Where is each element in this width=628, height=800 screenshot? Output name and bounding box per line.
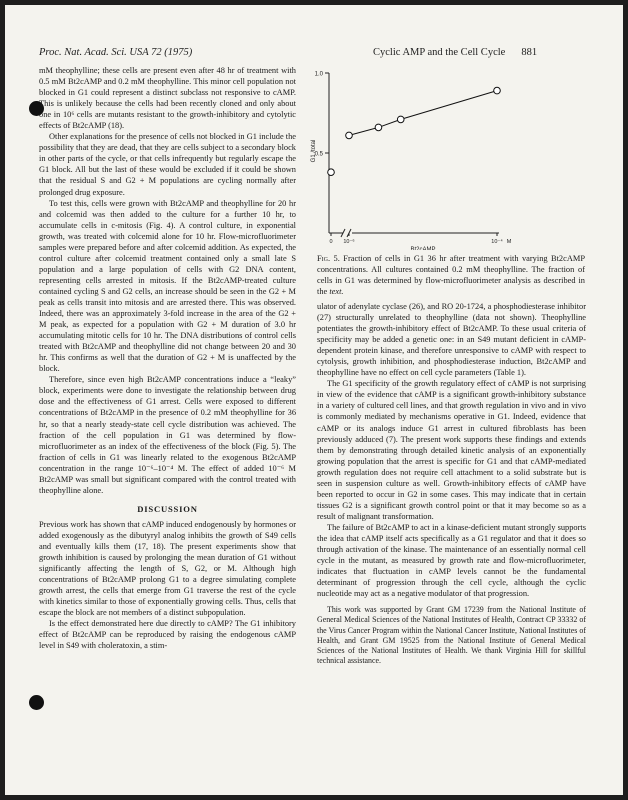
journal-citation: Proc. Nat. Acad. Sci. USA 72 (1975) [39, 47, 193, 58]
figure-caption-text: Fraction of cells in G1 36 hr after treatment with varying Bt2cAMP concentrations. All cultures contained 0.2 mM theophylline. The fraction of cells in G1 was determined by flow-microfluorimeter analysis as described in the [317, 254, 585, 296]
paragraph: Is the effect demonstrated here due directly to cAMP? The G1 inhibitory effect of Bt2cAMP can be reproduced by raising the endogenous cAMP level in S49 with choleratoxin, a stim- [39, 619, 296, 651]
paragraph: Other explanations for the presence of cells not blocked in G1 include the possibility that they are dead, that they are cells subject to a secondary block in other parts of the cycle, or that cells infrequently but regularly escape the G1 block. All but the last of these would be excluded if it could be shown that the residual S and G2 + M populations are cycling normally after prolonged drug exposure. [39, 132, 296, 197]
x-tick-label: 0 [329, 239, 333, 245]
paragraph: ulator of adenylate cyclase (26), and RO 20-1724, a phosphodiesterase inhibitor (27) structurally unrelated to theophylline (data not shown). Theophylline potentiates the growth-inhibitory effect of Bt2cAMP. To these usual criteria of specificity may be added a genetic one: in an S49 mutant deficient in cAMP-dependent protein kinase, and therefore unresponsive to cAMP with respect to cytolysis, growth inhibition, and phosphodiesterase induction, Bt2cAMP and theophylline have no effect on cell cycle parameters (Table 1). [317, 302, 586, 378]
data-point [397, 116, 404, 123]
journal-page [5, 5, 623, 795]
discussion-heading: DISCUSSION [137, 503, 198, 514]
running-title: Cyclic AMP and the Cell Cycle [373, 47, 506, 58]
paragraph: The G1 specificity of the growth regulatory effect of cAMP is not surprising in view of the evidence that cAMP is a significant growth-inhibitory substance in a variety of cultured cell lines, and that growth regulation in vivo and in vivo is commonly mediated by mechanisms operative in G1. Indeed, evidence that cAMP or its analogs induce G1 arrest in cultured fibroblasts has been previously adduced (7). The present work supports these findings and extends them by demonstrating through detailed kinetic analysis of an exponentially growing population that the arrest is specific for G1 and that cAMP-mediated growth regulation does not require cell attachment to a solid substrate but is seen in suspension culture as well. Growth-inhibitory effects of cAMP have been reported to occur in G2 in some cases. This may indicate that in certain tissues G2 is a significant growth control point or that it may become so as a result of malignant transformation. [317, 379, 586, 521]
chart-axes [311, 72, 512, 251]
y-tick-label: 1.0 [314, 71, 323, 78]
paragraph: To test this, cells were grown with Bt2cAMP and theophylline for 20 hr and colcemid was then added to the culture for a further 10 hr, to accumulate cells in c-mitosis (Fig. 4). A control culture, in exponential growth, was treated with colcemid alone for 10 hr. Flow-microfluorimeter samples were prepared before and after colcemid addition. As expected, the control culture after colcemid treatment contained only a small late S population and a large population of cells with G2 DNA content, representing cells arrested in mitosis. If the Bt2cAMP-treated culture contained cycling S and G2 cells, an increase should be seen in the G2 + M peak as cells transit into mitosis and are arrested there. This was observed. Indeed, there was an approximately 3-fold increase in the area of the G2 + M peak, as expected for a population with G2 + M duration of 3.0 hr accumulating mitotic cells for 10 hr. The DNA distributions of control cells treated with Bt2cAMP and theophylline did not change between 20 and 30 hr. This confirms as well that the duration of G2 + M is unaffected by the block. [39, 198, 296, 374]
acknowledgment: This work was supported by Grant GM 17239 from the National Institute of General Medical Sciences of the National Institutes of Health, Contract CP 33332 of the Virus Cancer Program within the National Cancer Institute, National Institutes of Health, and Grant GM 19525 from the National Institute of General Medical Sciences of the National Institutes of Health. We thank Virginia Hill for skillful technical assistance. [317, 605, 586, 666]
x-tick-label: 10⁻⁴ [491, 239, 503, 245]
left-column [39, 65, 296, 651]
y-axis-label: G1 /total [311, 139, 317, 163]
data-point [346, 132, 353, 139]
right-column [317, 301, 586, 666]
y-tick-label: 0.5 [314, 151, 323, 158]
figure-5-chart [307, 65, 607, 250]
figure-label: Fig. 5. [317, 254, 340, 263]
x-axis-label: Bt2cAMP [410, 247, 436, 250]
control-point [328, 169, 335, 176]
chart-marks [328, 87, 501, 175]
x-tick-label: 10⁻⁶ [343, 239, 355, 245]
page-number: 881 [521, 47, 538, 58]
figure-caption-text-italic: text. [329, 287, 344, 296]
x-unit-label: M [506, 239, 512, 245]
data-point [375, 124, 382, 131]
paragraph: Previous work has shown that cAMP induced endogenously by hormones or added exogenously as the dibutyryl analog inhibits the growth of S49 cells and eventually kills them (17, 18). The present experiments show that growth inhibition is caused by prolonging the mean duration of G1 without significantly affecting the length of S, G2, or M. Although high concentrations of Bt2cAMP prolong G1 to a degree simulating complete growth arrest, the cells that emerge from G1 traverse the rest of the cycle with kinetics similar to those of exponentially growing cells. Thus, cells that escape the block are not members of a distinct subpopulation. [39, 519, 296, 618]
paragraph: The failure of Bt2cAMP to act in a kinase-deficient mutant strongly supports the idea that cAMP itself acts specifically as a G1 regulator and that it does so through activation of the kinase. The maintenance of an essentially normal cell cycle in the mutant, as measured by growth rate and flow-microfluorimeter, indicates that fluctuation in cAMP levels cannot be the fundamental determinant of progression through the cell cycle, although the cyclic nucleotide may act as a negative modulator of that progression. [317, 522, 586, 599]
paragraph: Therefore, since even high Bt2cAMP concentrations induce a “leaky” block, experiments were done to investigate the relationship between drug dose and the effectiveness of G1 arrest. Cells were exposed to different concentrations of Bt2cAMP in the presence of 0.2 mM theophylline for 36 hr, so that a nearly steady-state cell cycle distribution was achieved. The fraction of the cell population in G1 was determined by flow-microfluorimeter as an index of the effectiveness of the block (Fig. 5). The fraction of cells in G1 was linearly related to the exogenous Bt2cAMP concentration in the range 10⁻⁶–10⁻⁴ M. The effect of added 10⁻⁶ M Bt2cAMP was small but significant compared with the control treated with theophylline alone. [39, 375, 296, 495]
binder-hole-bottom [29, 695, 44, 710]
series-line [349, 91, 497, 136]
paragraph: mM theophylline; these cells are present even after 48 hr of treatment with 0.5 mM Bt2cAMP and 0.2 mM theophylline. This minor cell population not blocked in G1 could represent a distinct subclass not responsive to cAMP. This is unlikely because the cells had been recently cloned and only about one in 10⁶ cells are mutants resistant to the growth-inhibitory and cytolytic effects of Bt2cAMP (18). [39, 66, 296, 131]
data-point [494, 87, 501, 94]
running-header [373, 47, 537, 58]
figure-caption [317, 253, 585, 297]
